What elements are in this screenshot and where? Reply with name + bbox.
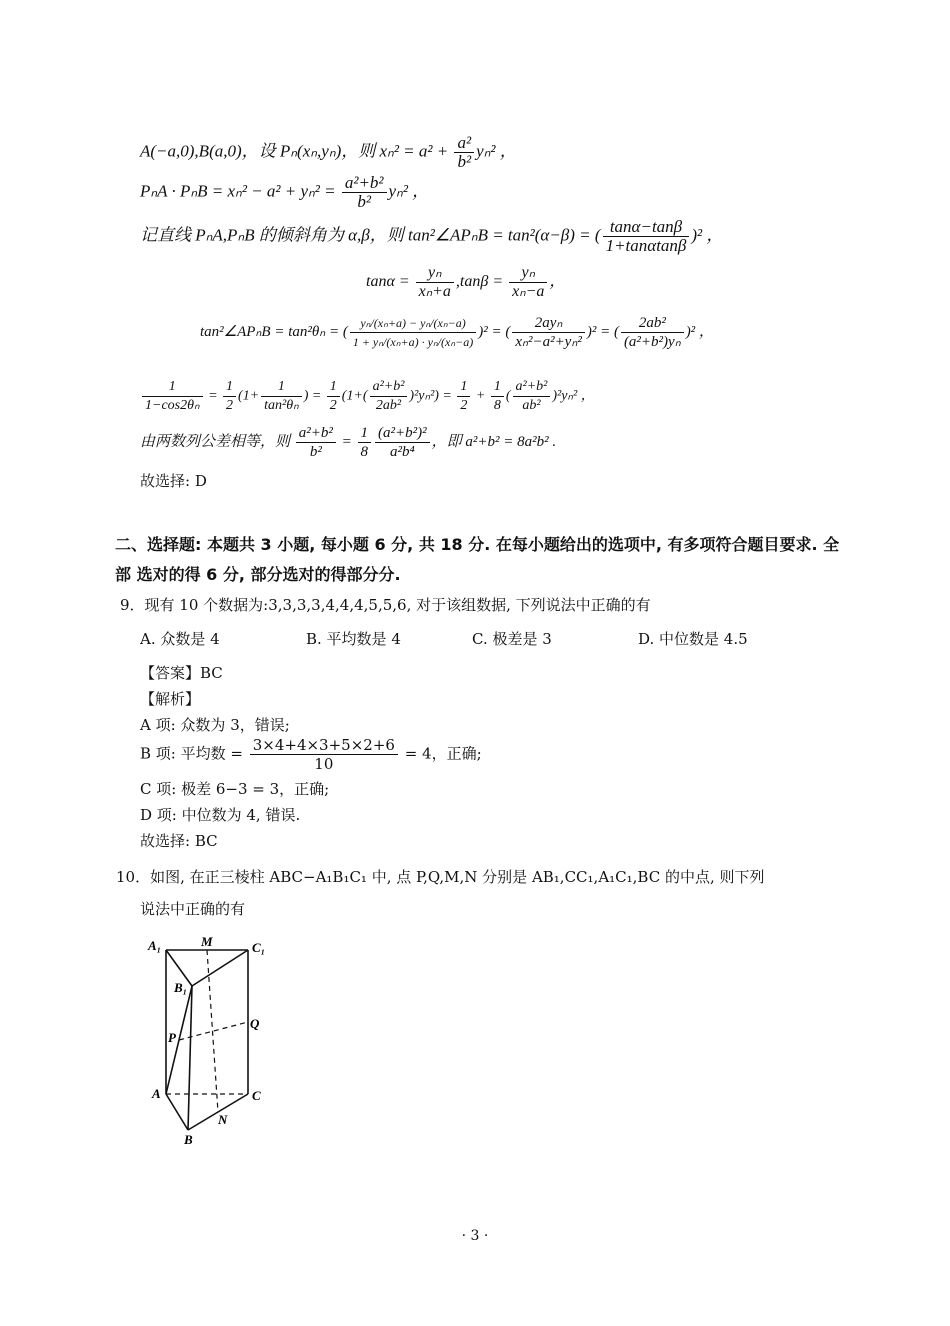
fraction-denominator: 8	[493, 398, 501, 413]
text-segment: 由两数列公差相等，则	[140, 433, 294, 450]
fraction-denominator: 10	[314, 755, 334, 773]
text-segment: )² = (	[478, 323, 511, 340]
text-segment: ，即 a²+b² = 8a²b² .	[431, 433, 557, 450]
text-segment: )²yₙ²) =	[409, 388, 456, 404]
text-segment: ，	[549, 273, 566, 291]
text-segment: )² = (	[586, 323, 619, 340]
q9-item-b	[140, 736, 482, 773]
fraction	[250, 736, 398, 773]
label-a1: A₁	[148, 938, 162, 953]
fraction	[512, 314, 585, 351]
fraction-denominator: 1−cos2θₙ	[145, 398, 200, 413]
fraction-numerator: 2ayₙ	[512, 314, 585, 333]
fraction-numerator: yₙ	[509, 264, 547, 283]
segment-p-q	[179, 1022, 248, 1040]
fraction-denominator: 8	[360, 444, 369, 460]
fraction-numerator: 1	[142, 378, 203, 397]
solution-line-5	[200, 314, 714, 351]
fraction-denominator: xₙ+a	[418, 283, 451, 300]
fraction	[509, 264, 547, 301]
text-segment: ) =	[303, 388, 325, 404]
fraction-denominator: 2	[329, 398, 337, 413]
fraction-denominator: 1 + yₙ/(xₙ+a) · yₙ/(xₙ−a)	[352, 335, 474, 349]
fraction-numerator: a²+b²	[296, 424, 336, 443]
q9-item-c: C 项: 极差 6−3 = 3，正确;	[140, 780, 330, 798]
fraction-numerator: tanα−tanβ	[603, 218, 690, 237]
edge-b1-b	[188, 986, 192, 1130]
text-segment: (1+	[238, 388, 260, 404]
fraction-denominator: b²	[357, 192, 371, 211]
fraction-numerator: a²+b²	[513, 378, 551, 397]
fraction	[142, 378, 203, 415]
prism-figure	[140, 930, 280, 1150]
q9-answer: 【答案】BC	[140, 664, 223, 682]
fraction-denominator: xₙ−a	[512, 283, 545, 300]
label-c: C	[252, 1088, 261, 1103]
fraction-denominator: 2	[226, 398, 234, 413]
edge-b1-c1	[192, 950, 248, 986]
text-segment: =	[204, 388, 222, 404]
text-segment: )²yₙ² ，	[552, 388, 595, 404]
solution-line-3	[140, 218, 723, 255]
fraction-denominator: xₙ²−a²+yₙ²	[515, 334, 582, 350]
fraction	[261, 378, 302, 415]
text-segment: tanα =	[366, 273, 414, 291]
fraction-denominator: a²b⁴	[389, 444, 415, 460]
fraction	[375, 424, 430, 461]
fraction	[223, 378, 236, 415]
q9-item-a: A 项: 众数为 3，错误;	[140, 716, 290, 734]
text-segment: +	[472, 388, 489, 404]
fraction-numerator: 1	[261, 378, 302, 397]
solution-conclusion: 故选择: D	[140, 472, 207, 490]
solution-line-4	[366, 264, 565, 301]
text-segment: )² ，	[691, 225, 724, 245]
fraction-numerator: a²+b²	[342, 174, 387, 193]
text-segment: yₙ² ，	[388, 181, 430, 201]
label-n: N	[218, 1112, 228, 1127]
fraction	[513, 378, 551, 415]
text-segment: )² ，	[685, 323, 714, 340]
page-number: · 3 ·	[461, 1228, 489, 1244]
q9-stem: 9．现有 10 个数据为:3,3,3,3,4,4,4,5,5,6, 对于该组数据, 下列说法中正确的有	[120, 596, 651, 614]
q9-analysis-label: 【解析】	[140, 690, 201, 708]
fraction	[370, 378, 408, 415]
fraction-numerator: a²+b²	[370, 378, 408, 397]
text-segment: yₙ² ，	[476, 141, 517, 161]
q9-item-d: D 项: 中位数为 4, 错误.	[140, 806, 301, 824]
fraction-denominator: 1+tanαtanβ	[605, 236, 687, 255]
fraction-numerator: 1	[327, 378, 340, 397]
label-c1: C₁	[252, 940, 266, 955]
fraction-numerator: 2ab²	[621, 314, 684, 333]
solution-line-6	[140, 378, 595, 415]
fraction-denominator: (a²+b²)yₙ	[623, 334, 681, 350]
fraction	[603, 218, 690, 255]
q9-option-c: C. 极差是 3	[472, 630, 552, 648]
text-segment: = 4，正确;	[399, 744, 482, 763]
text-segment: 记直线 PₙA,PₙB 的倾斜角为 α,β，则 tan²∠APₙB = tan²(α−β) = (	[140, 225, 601, 245]
fraction-denominator: ab²	[522, 398, 541, 413]
text-segment: B 项: 平均数 =	[140, 744, 248, 763]
fraction	[342, 174, 387, 211]
fraction-denominator: b²	[309, 444, 322, 460]
text-segment: =	[337, 433, 356, 450]
fraction-numerator: a²	[454, 134, 474, 153]
fraction	[358, 424, 372, 461]
fraction	[327, 378, 340, 415]
label-a: A	[152, 1086, 161, 1101]
text-segment: (1+(	[341, 388, 368, 404]
text-segment: PₙA · PₙB = xₙ² − a² + yₙ² =	[140, 181, 340, 201]
fraction	[621, 314, 684, 351]
text-segment: (	[505, 388, 511, 404]
fraction	[454, 134, 474, 171]
label-b1: B₁	[174, 980, 188, 995]
fraction-denominator: 2ab²	[375, 398, 402, 413]
label-q: Q	[250, 1016, 260, 1031]
section-heading: 二、选择题: 本题共 3 小题, 每小题 6 分, 共 18 分. 在每小题给出的选项中, 有多项符合题目要求. 全部 选对的得 6 分, 部分选对的得部分分.	[115, 535, 840, 584]
fraction	[491, 378, 504, 415]
label-m: M	[201, 934, 213, 949]
fraction-numerator: 1	[223, 378, 236, 397]
q9-option-b: B. 平均数是 4	[306, 630, 401, 648]
solution-line-1	[140, 134, 517, 171]
solution-line-7	[140, 424, 556, 461]
fraction	[296, 424, 336, 461]
q10-stem-line-2: 说法中正确的有	[140, 900, 246, 918]
fraction-numerator: 1	[491, 378, 504, 397]
fraction-denominator: b²	[457, 152, 472, 171]
fraction-denominator: tan²θₙ	[264, 398, 299, 413]
solution-line-2	[140, 174, 429, 211]
q9-conclusion: 故选择: BC	[140, 832, 218, 850]
fraction-numerator: 1	[457, 378, 470, 397]
q10-stem-line-1: 10．如图, 在正三棱柱 ABC−A₁B₁C₁ 中, 点 P,Q,M,N 分别是 AB₁,CC₁,A₁C₁,BC 的中点, 则下列	[116, 868, 765, 886]
q9-option-a: A. 众数是 4	[140, 630, 220, 648]
fraction-denominator: 2	[460, 398, 468, 413]
text-segment: A(−a,0),B(a,0)，设 Pₙ(xₙ,yₙ)，则 xₙ² = a² +	[140, 141, 453, 161]
edge-a-b	[166, 1094, 188, 1130]
fraction	[416, 264, 454, 301]
label-b: B	[184, 1132, 193, 1147]
q9-option-d: D. 中位数是 4.5	[638, 630, 748, 648]
fraction-numerator: yₙ/(xₙ+a) − yₙ/(xₙ−a)	[350, 314, 476, 333]
fraction-numerator: yₙ	[416, 264, 454, 283]
fraction	[350, 314, 476, 351]
label-p: P	[168, 1030, 176, 1045]
fraction-numerator: (a²+b²)²	[375, 424, 430, 443]
fraction-numerator: 1	[358, 424, 372, 443]
text-segment: ,tanβ =	[455, 273, 508, 291]
fraction-numerator: 3×4+4×3+5×2+6	[250, 736, 398, 755]
text-segment: tan²∠APₙB = tan²θₙ = (	[200, 323, 348, 340]
segment-m-n	[207, 950, 218, 1112]
fraction	[457, 378, 470, 415]
